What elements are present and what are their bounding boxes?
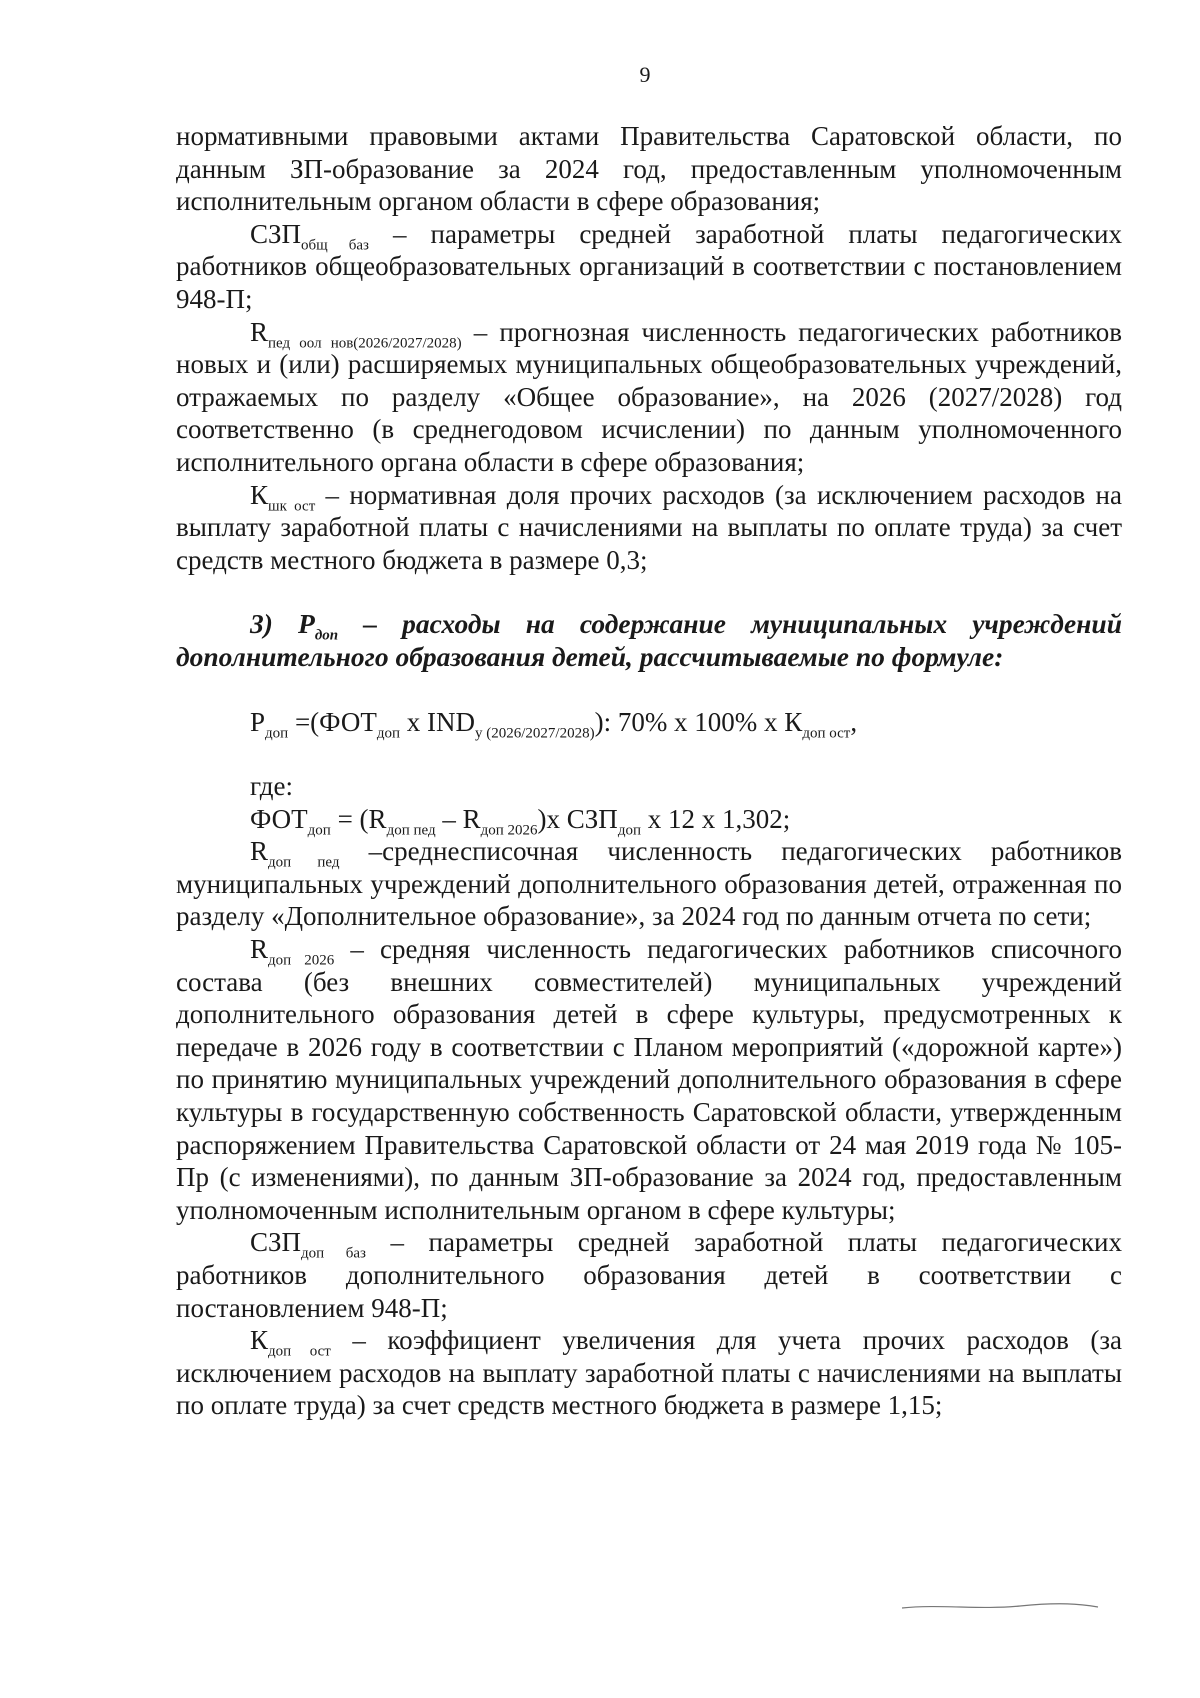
formula-subscript: доп <box>617 822 641 839</box>
formula-subscript: доп пед <box>386 822 436 839</box>
definition-text: – средняя численность педагогических работников списочного состава (без внешних совместителей) муниципальных учреждений дополнительного образования детей в сфере культуры, предусмотренных к передаче в 2026 году в соответствии с Планом мероприятий («дорожной карте») по принятию муниципальных учреждений дополнительного образования в сфере культуры в государственную собственность Саратовской области, утвержденным распоряжением Правительства Саратовской области от 24 мая 2019 года № 105-Пр (с изменениями), по данным ЗП-образование за 2024 год, предоставленным уполномоченным исполнительным органом в сфере культуры; <box>176 934 1122 1225</box>
formula-subscript: доп 2026 <box>480 822 538 839</box>
symbol-subscript: пед оол нов(2026/2027/2028) <box>268 334 462 351</box>
section-symbol: Р <box>298 608 315 640</box>
formula-subscript: доп ост <box>802 724 851 741</box>
definition-szp-dop <box>176 1226 1122 1324</box>
formula-part: =(ФОТ <box>288 706 377 737</box>
definition-text: –среднесписочная численность педагогических работников муниципальных учреждений дополнительного образования детей, отраженная по разделу «Дополнительное образование», за 2024 год по данным отчета по сети; <box>176 836 1122 932</box>
page-number: 9 <box>639 62 651 87</box>
symbol: СЗП <box>250 218 302 249</box>
definition-k-shk <box>176 479 1122 577</box>
section-number: 3) <box>250 608 273 640</box>
formula-subscript: у (2026/2027/2028) <box>475 724 595 741</box>
definition-k-dop <box>176 1324 1122 1422</box>
symbol-subscript: доп ост <box>268 1343 331 1360</box>
section-subscript: доп <box>314 627 339 644</box>
formula-part: ): 70% x 100% x К <box>594 706 803 737</box>
formula-part: x IND <box>400 706 475 737</box>
definition-text: – коэффициент увеличения для учета прочих расходов (за исключением расходов на выплату заработной платы с начислениями на выплаты по оплате труда) за счет средств местного бюджета в размере 1,15; <box>176 1325 1122 1421</box>
symbol: R <box>250 836 269 867</box>
symbol: СЗП <box>250 1227 302 1258</box>
formula-main <box>176 706 1122 739</box>
symbol: R <box>250 316 269 347</box>
definition-text: – нормативная доля прочих расходов (за исключением расходов на выплату заработной платы с начислениями на выплаты по оплате труда) за счет средств местного бюджета в размере 0,3; <box>176 479 1122 575</box>
definition-r-dop-2026 <box>176 933 1122 1226</box>
definition-text: – параметры средней заработной платы педагогических работников общеобразовательных организаций в соответствии с постановлением 948-П; <box>176 218 1123 314</box>
symbol-subscript: доп баз <box>301 1245 366 1262</box>
definition-r-dop-ped <box>176 835 1122 933</box>
formula-lhs: Р <box>250 706 266 737</box>
formula-part: ФОТ <box>250 803 308 834</box>
scan-mark <box>900 1594 1100 1616</box>
paragraph-continuation: нормативными правовыми актами Правительства Саратовской области, по данным ЗП-образование за 2024 год, предоставленным уполномоченным исполнительным органом области в сфере образования; <box>176 121 1122 217</box>
where-label: где: <box>250 771 293 802</box>
formula-part: )x СЗП <box>537 803 618 834</box>
definition-szp-obshch <box>176 218 1122 316</box>
symbol: R <box>250 934 269 965</box>
symbol-subscript: доп 2026 <box>268 952 335 969</box>
formula-subscript: доп <box>376 724 400 741</box>
formula-subscript: доп <box>307 822 331 839</box>
document-body <box>176 120 1122 1422</box>
section-title: – расходы на содержание муниципальных учреждений дополнительного образования детей, рассчитываемые по формуле: <box>176 608 1123 672</box>
formula-part: x 12 x 1,302; <box>640 803 791 834</box>
symbol-subscript: общ баз <box>301 237 369 254</box>
symbol-subscript: шк ост <box>268 497 316 514</box>
definition-text: – параметры средней заработной платы педагогических работников дополнительного образования детей в соответствии с постановлением 948-П; <box>176 1227 1122 1323</box>
formula-part: , <box>850 706 858 737</box>
definition-r-ped <box>176 316 1122 479</box>
section-heading <box>176 608 1122 673</box>
symbol: К <box>250 479 269 510</box>
formula-fot <box>176 803 1122 839</box>
formula-part: = (R <box>330 803 387 834</box>
formula-subscript: доп <box>265 724 289 741</box>
formula-part: – R <box>435 803 481 834</box>
symbol: К <box>250 1325 269 1356</box>
symbol-subscript: доп пед <box>268 854 340 871</box>
definition-text: – прогнозная численность педагогических работников новых и (или) расширяемых муниципальных общеобразовательных учреждений, отражаемых по разделу «Общее образование», на 2026 (2027/2028) год соответственно (в среднегодовом исчислении) по данным уполномоченного исполнительного органа области в сфере образования; <box>176 316 1123 477</box>
